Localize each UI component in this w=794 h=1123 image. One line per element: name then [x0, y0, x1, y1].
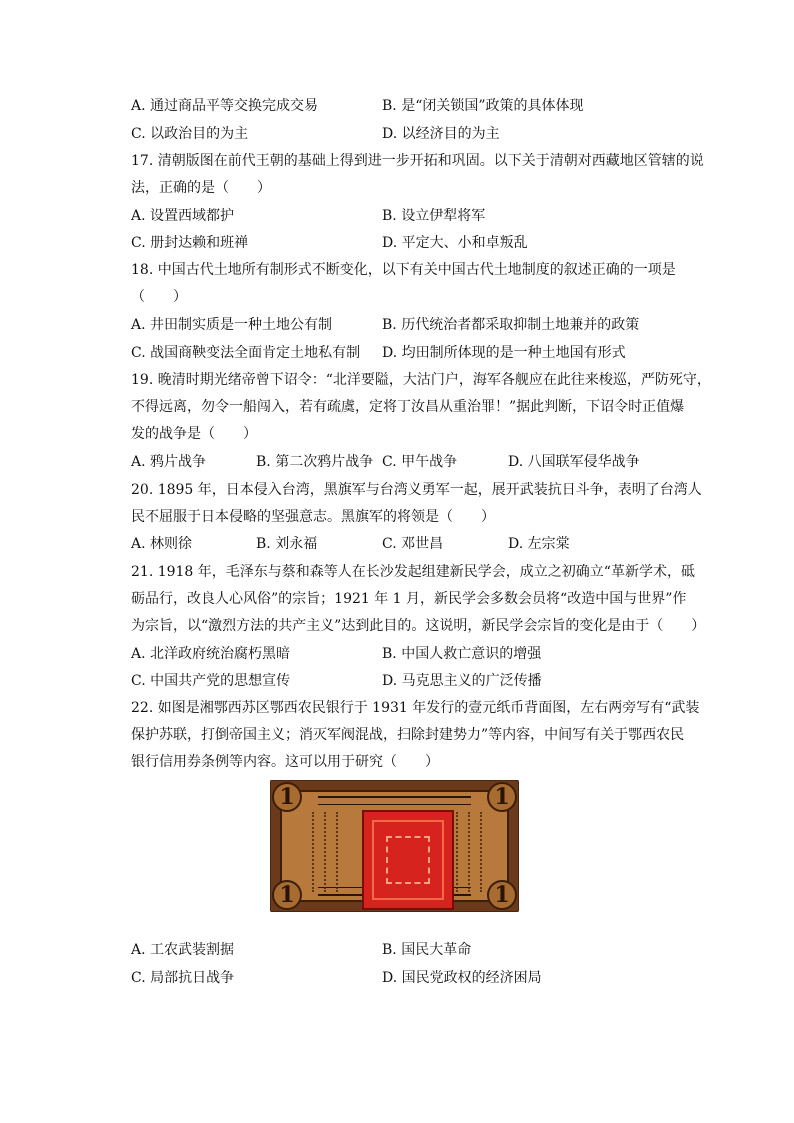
q16-option-d[interactable]: D. 以经济目的为主: [382, 126, 500, 142]
q20-option-a[interactable]: A. 林则徐: [131, 536, 193, 552]
q18-option-c[interactable]: C. 战国商鞅变法全面肯定土地私有制: [131, 345, 361, 361]
q20-option-d[interactable]: D. 左宗棠: [508, 536, 570, 552]
banknote-red-seal: [362, 810, 454, 910]
q19-option-a[interactable]: A. 鸦片战争: [131, 454, 207, 470]
banknote-right-inscription: [468, 812, 474, 892]
q18-option-b[interactable]: B. 历代统治者都采取抑制土地兼并的政策: [382, 317, 640, 333]
q18-stem-line-1: 18. 中国古代土地所有制形式不断变化，以下有关中国古代土地制度的叙述正确的一项是: [131, 262, 676, 278]
banknote-corner-numeral: 1: [272, 880, 302, 910]
q19-stem-line-1: 19. 晚清时期光绪帝曾下诏令：“北洋要隘，大沽门户，海军各舰应在此往来梭巡，严防死守，: [131, 372, 711, 388]
q19-stem-line-2: 不得远离，勿令一船闯入，若有疏虞，定将丁汝昌从重治罪！”据此判断，下诏令时正值爆: [131, 399, 685, 415]
q16-option-b[interactable]: B. 是“闭关锁国”政策的具体体现: [382, 98, 584, 114]
banknote-right-inscription: [456, 812, 462, 892]
q21-stem-line-1: 21. 1918 年，毛泽东与蔡和森等人在长沙发起组建新民学会，成立之初确立“革新学术，砥: [131, 564, 695, 580]
q17-option-c[interactable]: C. 册封达赖和班禅: [131, 235, 249, 251]
q21-option-b[interactable]: B. 中国人救亡意识的增强: [382, 646, 542, 662]
q17-option-d[interactable]: D. 平定大、小和卓叛乱: [382, 235, 528, 251]
banknote-top-border: [318, 796, 471, 805]
banknote-field: [280, 790, 509, 902]
q16-option-c[interactable]: C. 以政治目的为主: [131, 126, 249, 142]
banknote-corner-numeral: 1: [487, 880, 517, 910]
q17-stem-line-2: 法，正确的是（ ）: [131, 180, 271, 196]
q21-stem-line-3: 为宗旨，以“激烈方法的共产主义”达到此目的。这说明，新民学会宗旨的变化是由于（ ）: [131, 618, 706, 634]
q20-option-c[interactable]: C. 邓世昌: [382, 536, 444, 552]
q18-option-d[interactable]: D. 均田制所体现的是一种土地国有形式: [382, 345, 626, 361]
q22-option-b[interactable]: B. 国民大革命: [382, 942, 472, 958]
q19-option-c[interactable]: C. 甲午战争: [382, 454, 458, 470]
banknote-right-inscription: [480, 812, 486, 892]
q21-stem-line-2: 砺品行，改良人心风俗”的宗旨；1921 年 1 月，新民学会多数会员将“改造中国与世界”作: [131, 591, 687, 607]
q20-option-b[interactable]: B. 刘永福: [256, 536, 318, 552]
q21-option-d[interactable]: D. 马克思主义的广泛传播: [382, 673, 542, 689]
banknote-corner-numeral: 1: [272, 782, 302, 812]
q21-option-c[interactable]: C. 中国共产党的思想宣传: [131, 673, 291, 689]
q21-option-a[interactable]: A. 北洋政府统治腐朽黑暗: [131, 646, 291, 662]
q19-option-b[interactable]: B. 第二次鸦片战争: [256, 454, 374, 470]
q22-stem-line-2: 保护苏联，打倒帝国主义；消灭军阀混战，扫除封建势力”等内容，中间写有关于鄂西农民: [131, 727, 685, 743]
q22-option-d[interactable]: D. 国民党政权的经济困局: [382, 970, 542, 986]
q17-stem-line-1: 17. 清朝版图在前代王朝的基础上得到进一步开拓和巩固。以下关于清朝对西藏地区管辖的说: [131, 153, 704, 169]
banknote-left-inscription: [324, 812, 330, 892]
q17-option-b[interactable]: B. 设立伊犁将军: [382, 208, 486, 224]
q20-stem-line-2: 民不屈服于日本侵略的坚强意志。黑旗军的将领是（ ）: [131, 509, 495, 525]
q19-stem-line-3: 发的战争是（ ）: [131, 426, 257, 442]
q22-stem-line-3: 银行信用券条例等内容。这可以用于研究（ ）: [131, 754, 439, 770]
q18-stem-line-2: （ ）: [131, 289, 187, 305]
q18-option-a[interactable]: A. 井田制实质是一种土地公有制: [131, 317, 333, 333]
q17-option-a[interactable]: A. 设置西域都护: [131, 208, 235, 224]
q16-option-a[interactable]: A. 通过商品平等交换完成交易: [131, 98, 319, 114]
banknote-image: [270, 780, 519, 912]
q22-stem-line-1: 22. 如图是湘鄂西苏区鄂西农民银行于 1931 年发行的壹元纸币背面图，左右两旁写有“武装: [131, 700, 700, 716]
banknote-left-inscription: [312, 812, 318, 892]
banknote-left-inscription: [336, 812, 342, 892]
q19-option-d[interactable]: D. 八国联军侵华战争: [508, 454, 640, 470]
banknote-corner-numeral: 1: [487, 782, 517, 812]
q20-stem-line-1: 20. 1895 年，日本侵入台湾，黑旗军与台湾义勇军一起，展开武装抗日斗争，表明了台湾人: [131, 482, 702, 498]
q22-option-a[interactable]: A. 工农武装割据: [131, 942, 235, 958]
q22-option-c[interactable]: C. 局部抗日战争: [131, 970, 235, 986]
